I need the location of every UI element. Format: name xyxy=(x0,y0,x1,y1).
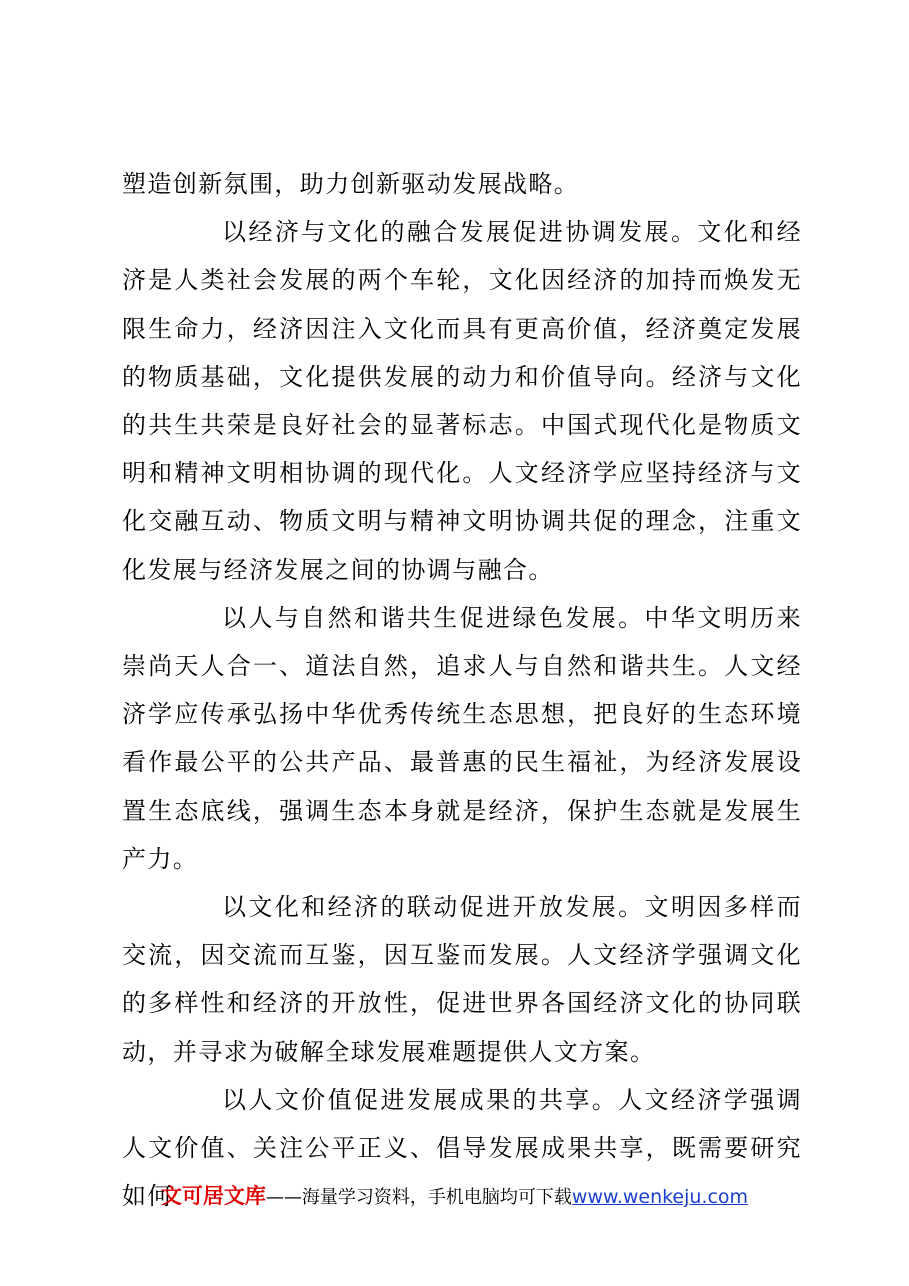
footer-slogan: ——海量学习资料，手机电脑均可下载 xyxy=(265,1187,572,1208)
paragraph: 以人文价值促进发展成果的共享。人文经济学强调人文价值、关注公平正义、倡导发展成果共享，既需要研究如何 xyxy=(122,1085,802,1211)
page-footer xyxy=(0,1180,909,1210)
paragraph: 塑造创新氛围，助力创新驱动发展战略。 xyxy=(122,170,580,198)
paragraph: 以经济与文化的融合发展促进协调发展。文化和经济是人类社会发展的两个车轮，文化因经济的加持而焕发无限生命力，经济因注入文化而具有更高价值，经济奠定发展的物质基础，文化提供发展的动力和价值导向。经济与文化的共生共荣是良好社会的显著标志。中国式现代化是物质文明和精神文明相协调的现代化。人文经济学应坚持经济与文化交融互动、物质文明与精神文明协调共促的理念，注重文化发展与经济发展之间的协调与融合。 xyxy=(122,218,802,584)
paragraph: 以人与自然和谐共生促进绿色发展。中华文明历来崇尚天人合一、道法自然，追求人与自然和谐共生。人文经济学应传承弘扬中华优秀传统生态思想，把良好的生态环境看作最公平的公共产品、最普惠的民生福祉，为经济发展设置生态底线，强调生态本身就是经济，保护生态就是发展生产力。 xyxy=(122,603,802,873)
document-body xyxy=(122,160,802,1220)
footer-website-link[interactable]: www.wenkeju.com xyxy=(571,1186,749,1208)
footer-brand: 文可居文库 xyxy=(160,1184,266,1208)
paragraph: 以文化和经济的联动促进开放发展。文明因多样而交流，因交流而互鉴，因互鉴而发展。人文经济学强调文化的多样性和经济的开放性，促进世界各国经济文化的协同联动，并寻求为破解全球发展难题提供人文方案。 xyxy=(122,893,802,1066)
